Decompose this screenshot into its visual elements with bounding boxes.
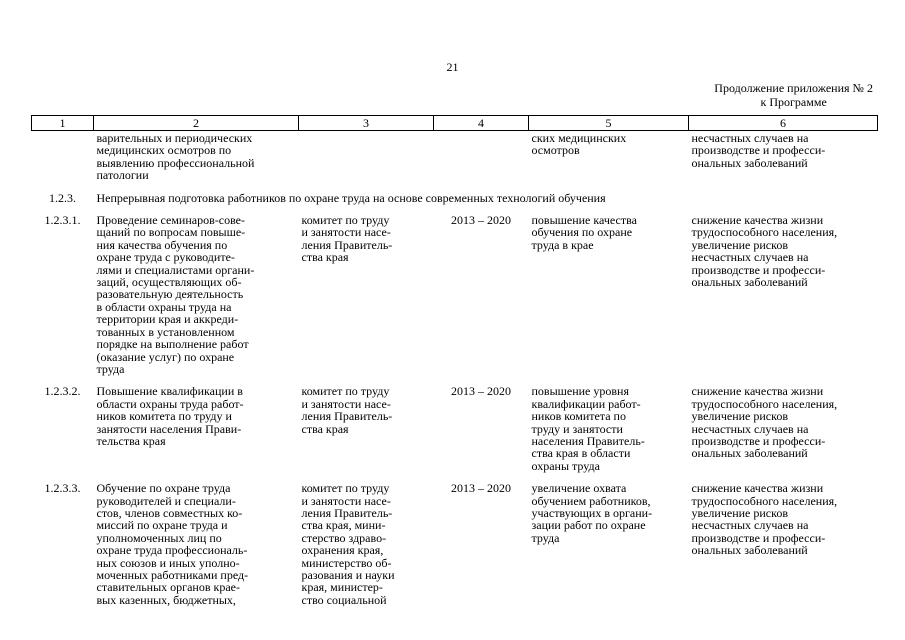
row-number: 1.2.3.2. — [44, 384, 81, 399]
continuation-line-1: Продолжение приложения № 2 — [714, 81, 873, 95]
section-row — [32, 182, 878, 204]
column-header-6: 6 — [689, 116, 878, 131]
carryover-activity: варительных и периодических медицинских осмотров по выявлению профессиональной патологии — [96, 131, 255, 183]
section-title: Непрерывная подготовка работников по охране труда на основе современных технологий обучения — [96, 190, 606, 205]
table-row — [32, 204, 878, 375]
row-period: 2013 – 2020 — [451, 384, 511, 399]
row-result: увеличение охвата обучением работников, участвующих в органи- зации работ по охране труда — [531, 481, 653, 545]
column-header-1: 1 — [32, 116, 94, 131]
program-table — [31, 115, 878, 606]
column-header-2: 2 — [94, 116, 299, 131]
row-number: 1.2.3.1. — [44, 213, 81, 228]
page-number: 21 — [446, 60, 459, 74]
row-consequences: снижение качества жизни трудоспособного населения, увеличение рисков несчастных случаев на производстве и професси- ональных заболеваний — [691, 384, 838, 461]
continuation-line-2: к Программе — [760, 95, 827, 109]
row-executor: комитет по труду и занятости насе- ления Правитель- ства края — [301, 384, 393, 436]
section-number: 1.2.3. — [49, 190, 76, 205]
row-result: повышение уровня квалификации работ- ников комитета по труду и занятости населения Правитель- ства края в области охраны труда — [531, 384, 645, 473]
row-activity: Обучение по охране труда руководителей и специали- стов, членов совместных ко- миссий по охране труда и уполномоченных лиц по охране труда профессиональ- ных союзов и иных уполно- моченных работниками пред- ставительных органов крае- вых казенных, бюджетных, — [96, 481, 249, 607]
column-header-5: 5 — [529, 116, 689, 131]
row-consequences: снижение качества жизни трудоспособного населения, увеличение рисков несчастных случаев на производстве и професси- ональных заболеваний — [691, 481, 838, 558]
column-header-4: 4 — [434, 116, 529, 131]
row-executor: комитет по труду и занятости насе- ления Правитель- ства края, мини- стерство здраво- охранения края, министерство об- разования и науки края, министер- ство социальной — [301, 481, 395, 607]
table-row — [32, 375, 878, 472]
carryover-number — [32, 131, 94, 182]
continuation-note — [714, 81, 873, 109]
row-result: повышение качества обучения по охране труда в крае — [531, 213, 637, 252]
row-period: 2013 – 2020 — [451, 481, 511, 496]
row-period: 2013 – 2020 — [451, 213, 511, 228]
carryover-executor — [299, 131, 434, 182]
carryover-consequences: несчастных случаев на производстве и професси- ональных заболеваний — [691, 131, 826, 170]
table-row — [32, 472, 878, 606]
carryover-result: ских медицинских осмотров — [531, 131, 627, 158]
carryover-period — [434, 131, 529, 182]
row-activity: Проведение семинаров-сове- щаний по вопросам повыше- ния качества обучения по охране труда с руководите- лями и специалистами органи- заций, осуществляющих об- разовательную деятельность в области охраны труда на территории края и аккреди- тованных в установленном порядке на выполнение работ (оказание услуг) по охране труда — [96, 213, 255, 376]
row-number: 1.2.3.3. — [44, 481, 81, 496]
carryover-row — [32, 131, 878, 182]
column-header-3: 3 — [299, 116, 434, 131]
row-activity: Повышение квалификации в области охраны труда работ- ников комитета по труду и занятости населения Прави- тельства края — [96, 384, 244, 448]
row-executor: комитет по труду и занятости насе- ления Правитель- ства края — [301, 213, 393, 265]
row-consequences: снижение качества жизни трудоспособного населения, увеличение рисков несчастных случаев на производстве и професси- ональных заболеваний — [691, 213, 838, 290]
column-number-row — [32, 116, 878, 131]
